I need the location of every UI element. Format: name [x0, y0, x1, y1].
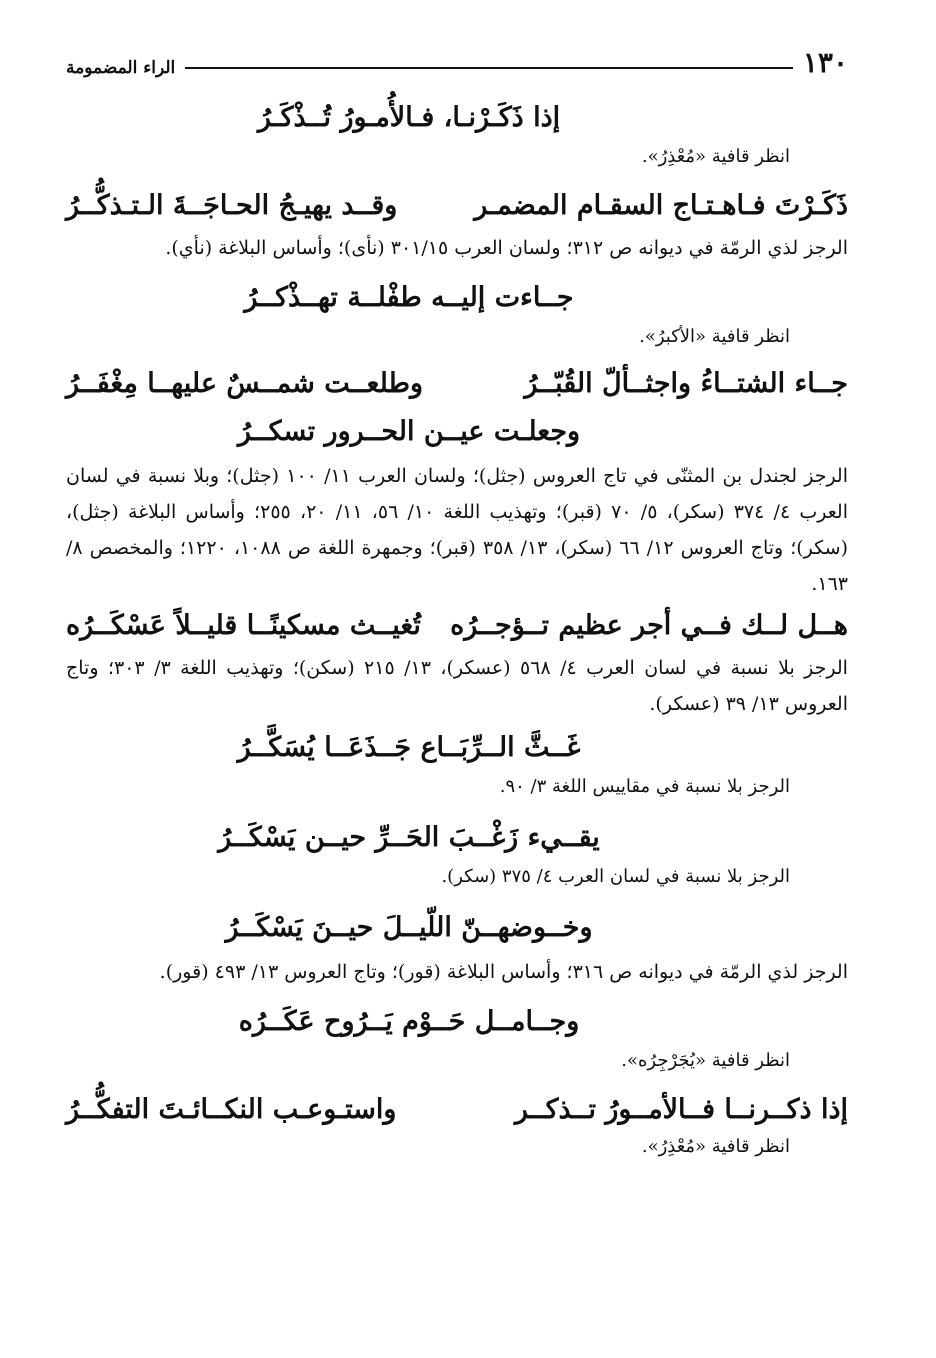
header-rule	[185, 67, 793, 69]
verse-line: غَــثَّ الــرِّبَــاع جَــذَعَــا يُسَكَّــرُ	[237, 732, 581, 763]
verse-couplet	[66, 362, 848, 406]
cross-reference: انظر قافية «يُجَرْجِرُه».	[621, 1050, 790, 1071]
cross-reference: انظر قافية «الأكبرُ».	[639, 326, 790, 347]
citation-note: الرجز بلا نسبة في مقاييس اللغة ٣/ ٩٠.	[499, 776, 790, 797]
verse-hemistich-second: واستـوعـب النكــائـتَ التفكُّــرُ	[66, 1094, 397, 1125]
verse-couplet	[66, 602, 848, 650]
page-number: ١٣٠	[802, 46, 848, 79]
cross-reference: انظر قافية «مُعْذِرُ».	[641, 1136, 790, 1157]
citation-note: الرجز لجندل بن المثنّى في تاج العروس (جثل)؛ ولسان العرب ١١/ ١٠٠ (جثل)؛ وبلا نسبة في لسان العرب ٤/ ٣٧٤ (سكر)، ٥/ ٧٠ (قبر)؛ وتهذيب اللغة ١٠/ ٥٦، ١١/ ٢٠، ٢٥٥؛ وأساس البلاغة (جثل)، (سكر)؛ وتاج العروس ١٢/ ٦٦ (سكر)، ١٣/ ٣٥٨ (قبر)؛ وجمهرة اللغة ص ١٠٨٨، ١٢٢٠؛ والمخصص ٨/ ١٦٣.	[66, 465, 848, 595]
citation-note: الرجز لذي الرمّة في ديوانه ص ٣١٦؛ وأساس البلاغة (قور)؛ وتاج العروس ١٣/ ٤٩٣ (قور).	[159, 961, 848, 983]
verse-hemistich-first: ذَكَـرْتَ فـاهـتـاج السقـام المضمـر	[474, 190, 848, 221]
citation-note: الرجز بلا نسبة في لسان العرب ٤/ ٥٦٨ (عسكر)، ١٣/ ٢١٥ (سكن)؛ وتهذيب اللغة ٣/ ٣٠٣؛ وتاج العروس ١٣/ ٣٩ (عسكر).	[66, 657, 848, 715]
cross-reference: انظر قافية «مُعْذِرُ».	[641, 146, 790, 167]
verse-line: وجعلـت عيــن الحــرور تسكــرُ	[237, 416, 581, 447]
verse-hemistich-second: تُغيــث مسكينًــا قليــلاً عَسْكَــرُه	[66, 610, 421, 641]
verse-hemistich-first: هــل لــك فــي أجر عظيم تــؤجــرُه	[450, 610, 848, 641]
verse-couplet	[66, 182, 848, 230]
running-title: الراء المضمومة	[66, 58, 176, 78]
verse-hemistich-second: وطلعــت شمــسٌ عليهــا مِغْفَــرُ	[66, 368, 424, 399]
verse-line: جــاءت إليــه طفْلــة تهــذْكــرُ	[244, 282, 574, 313]
page-content	[66, 92, 848, 1172]
citation-note: الرجز بلا نسبة في لسان العرب ٤/ ٣٧٥ (سكر).	[441, 866, 790, 887]
citation-note: الرجز لذي الرمّة في ديوانه ص ٣١٢؛ ولسان العرب ٣٠١/١٥ (نأى)؛ وأساس البلاغة (نأي).	[165, 237, 848, 259]
verse-hemistich-first: جــاء الشتــاءُ واجثــألّ القُبّــرُ	[524, 368, 848, 399]
verse-line: وخــوضهــنّ اللّيــلَ حيــنَ يَسْكَــرُ	[225, 912, 593, 943]
verse-line: وجــامــل حَــوْم يَــرُوح عَكَــرُه	[238, 1006, 580, 1037]
verse-line: إذا ذَكَـرْنـا، فـالأُمـورُ تُــذْكَـرُ	[257, 102, 561, 133]
page-header	[66, 46, 848, 78]
verse-hemistich-second: وقــد يهيـجُ الحـاجَــةَ الـتـذكُّــرُ	[66, 190, 398, 221]
verse-line: يقــيء زَغْــبَ الحَــرِّ حيــن يَسْكَــرُ	[218, 822, 600, 853]
verse-couplet	[66, 1086, 848, 1134]
verse-hemistich-first: إذا ذكــرنــا فــالأمــورُ تــذكــر	[514, 1094, 848, 1125]
